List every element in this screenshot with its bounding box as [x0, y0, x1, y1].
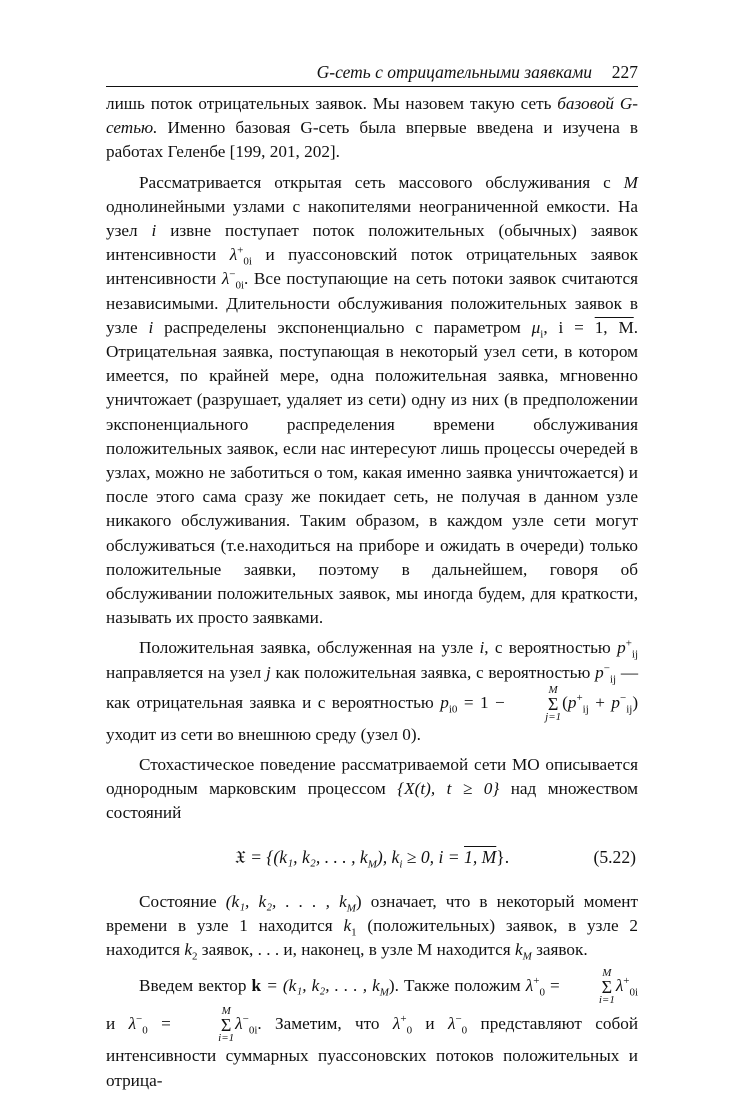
paragraph-5: Состояние (k₁, k₂, . . . , $k_M$) означает, что в некоторый момент времени в узле 1 находится $k_1$ (положительных) заявок, в узле 2 находится $k_2$ заявок, . . . и, наконец, в узле M находится $k_M$ заявок.: [106, 891, 638, 963]
range-1-m: 1, M: [594, 317, 634, 337]
term-base-g-network: базовой G-сетью.: [106, 94, 638, 138]
paragraph-1: лишь поток отрицательных заявок. Мы назовем такую сеть базовой G-сетью. Именно базовая G-сеть была впервые введена и изучена в работах Геленбе [199, 201, 202].: [106, 94, 638, 162]
running-title: G-сеть с отрицательными заявками: [316, 62, 592, 82]
equation-number: (5.22): [593, 846, 636, 867]
lambda-0i-plus: $\lambda^+_{0i}$: [229, 244, 252, 268]
vector-k: k: [251, 976, 262, 996]
p-ij-plus: $p^+_{ij}$: [617, 637, 639, 661]
mu-i: $\mu_i$: [531, 317, 544, 341]
formula-5-22: 𝔛 = {(k₁, k₂, . . . , $k_M$), $k_i \ge 0$, i = 1, M}. (5.22): [106, 840, 638, 874]
p-i0: $p_{i0}$: [440, 692, 458, 716]
page-body: [106, 92, 638, 1093]
state-space-symbol: 𝔛: [234, 847, 246, 868]
sum-sign-i-plus: M Σ i=1: [598, 967, 615, 1007]
sum-sign-j: M Σ j=1: [545, 683, 562, 723]
paragraph-2: Рассматривается открытая сеть массового обслуживания с M однолинейными узлами с накопителями неограниченной емкости. На узел i извне поступает поток положительных (обычных) заявок интенсивности $\lambda^+_{0i}$ и пуассоновский поток отрицательных заявок интенсивности $\lambda^-_{0i}$. Все поступающие на сеть потоки заявок считаются независимыми. Длительности обслуживания положительных заявок в узле i распределены экспоненциально с параметром $\mu_i$, i = 1, M. Отрицательная заявка, поступающая в некоторый узел сети, в котором имеется, по крайней мере, одна положительная заявка, мгновенно уничтожает (разрушает, удаляет из сети) одну из них (в предположении экспоненциального распределения времени обслуживания положительных заявок, если нас интересуют лишь процессы очередей в узлах, можно не заботиться о том, какая именно заявка уничтожается) и после этого сама сразу же покидает сеть, не получая в данном узле никакого обслуживания. Таким образом, в каждом узле сети могут обслуживаться (т.е.находиться на приборе и ожидать в очереди) только положительные заявки, поэтому в дальнейшем, говоря об обслуживании положительных заявок, мы иногда будем, для краткости, называть их просто заявками.: [106, 172, 639, 628]
page-number: 227: [611, 62, 638, 82]
sum-sign-i-minus: M Σ i=1: [218, 1005, 235, 1045]
lambda-0i-minus: $\lambda^-_{0i}$: [221, 268, 245, 292]
markov-process: {X(t), t ≥ 0}: [397, 779, 500, 799]
paragraph-4: Стохастическое поведение рассматриваемой сети МО описывается однородным марковским процессом {X(t), t ≥ 0} над множеством состояний: [106, 755, 638, 823]
paragraph-3: Положительная заявка, обслуженная на узле i, с вероятностью $p^+_{ij}$ направляется на узел j как положительная заявка, с вероятностью $p^-_{ij}$ — как отрицательная заявка и с вероятностью $p_{i0} = 1$ − M Σ j=1 $(p^+_{ij} + p^-_{ij})$ уходит из сети во внешнюю среду (узел 0).: [106, 637, 639, 744]
paragraph-6: Введем вектор k = (k₁, k₂, . . . , $k_M$). Также положим $\lambda^+_0$ = M Σ i=1 $\lambda^+_{0i}$ и $\lambda^-_0$ = M Σ i=1 $\lambda^-_{0i}$. Заметим, что $\lambda^+_0$ и $\lambda^-_0$ представляют собой интенсивности суммарных пуассоновских потоков положительных и отрица-: [106, 967, 639, 1090]
running-header: [106, 60, 638, 87]
p-ij-minus: $p^-_{ij}$: [595, 661, 617, 686]
